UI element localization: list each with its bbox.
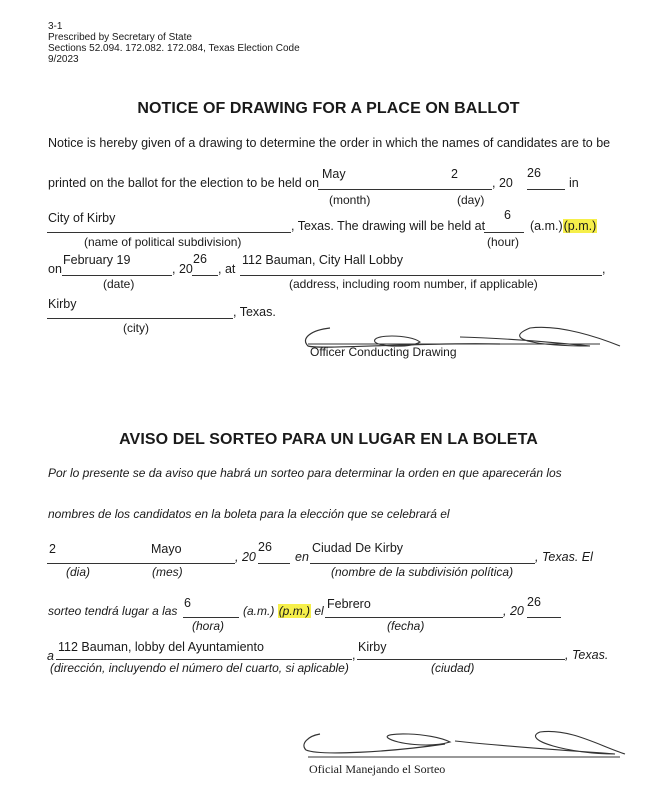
address-value[interactable]: 112 Bauman, City Hall Lobby bbox=[242, 253, 403, 267]
spanish-meridiem-options bbox=[243, 604, 324, 618]
prescribed-by: Prescribed by Secretary of State bbox=[48, 32, 192, 43]
election-year-line bbox=[527, 189, 565, 190]
city-texas-suffix: , Texas. bbox=[233, 305, 276, 319]
spanish-election-date-line bbox=[47, 563, 235, 564]
election-year-value[interactable]: 26 bbox=[527, 166, 541, 180]
drawing-hour-line bbox=[484, 232, 524, 233]
spanish-address-comma: , bbox=[352, 648, 356, 662]
officer-signature-caption: Officer Conducting Drawing bbox=[310, 345, 457, 359]
form-number: 3-1 bbox=[48, 21, 63, 32]
revision-date: 9/2023 bbox=[48, 54, 79, 65]
spanish-election-month-value[interactable]: Mayo bbox=[151, 542, 182, 556]
drawing-year-line bbox=[192, 275, 218, 276]
at-word: , at bbox=[218, 262, 236, 276]
spanish-month-caption: (mes) bbox=[152, 565, 183, 579]
spanish-hour-caption: (hora) bbox=[192, 619, 225, 633]
city-line bbox=[47, 318, 233, 319]
address-caption: (address, including room number, if applicable) bbox=[289, 277, 538, 291]
pm-option-selected[interactable]: (p.m.) bbox=[563, 219, 597, 233]
spanish-address-caption: (dirección, incluyendo el número del cuarto, si aplicable) bbox=[50, 661, 349, 675]
oficial-signature-icon bbox=[300, 728, 640, 764]
spanish-drawing-date-line bbox=[325, 617, 503, 618]
el-word: el bbox=[314, 604, 324, 618]
spanish-city-caption: (ciudad) bbox=[431, 661, 475, 675]
spanish-drawing-year-line bbox=[527, 617, 561, 618]
spanish-date-caption: (fecha) bbox=[387, 619, 425, 633]
spanish-drawing-hour-value[interactable]: 6 bbox=[184, 596, 191, 610]
drawing-date-value[interactable]: February 19 bbox=[63, 253, 131, 267]
spanish-city-texas-suffix: , Texas. bbox=[565, 648, 609, 662]
city-value[interactable]: Kirby bbox=[48, 297, 77, 311]
year-prefix-2: , 20 bbox=[172, 262, 193, 276]
spanish-address-value[interactable]: 112 Bauman, lobby del Ayuntamiento bbox=[58, 640, 264, 654]
spanish-election-year-value[interactable]: 26 bbox=[258, 540, 272, 554]
day-caption: (day) bbox=[457, 193, 485, 207]
meridiem-options bbox=[530, 219, 597, 233]
political-subdivision-value[interactable]: City of Kirby bbox=[48, 211, 116, 225]
spanish-political-subdivision-value[interactable]: Ciudad De Kirby bbox=[312, 541, 404, 555]
spanish-drawing-year-value[interactable]: 26 bbox=[527, 595, 541, 609]
date-caption: (date) bbox=[103, 277, 135, 291]
spanish-title: AVISO DEL SORTEO PARA UN LUGAR EN LA BOLETA bbox=[119, 431, 538, 448]
spanish-election-year-line bbox=[258, 563, 290, 564]
hour-caption: (hour) bbox=[487, 235, 520, 249]
texas-el-text: , Texas. El bbox=[535, 550, 593, 564]
spanish-day-caption: (dia) bbox=[66, 565, 91, 579]
spanish-pm-option-selected[interactable]: (p.m.) bbox=[278, 604, 311, 618]
on-word: on bbox=[48, 262, 62, 276]
month-caption: (month) bbox=[329, 193, 371, 207]
drawing-year-value[interactable]: 26 bbox=[193, 252, 207, 266]
election-date-line bbox=[318, 189, 492, 190]
spanish-election-day-value[interactable]: 2 bbox=[49, 542, 56, 556]
election-code-sections: Sections 52.094. 172.082. 172.084, Texas Election Code bbox=[48, 43, 300, 54]
en-word: en bbox=[295, 550, 309, 564]
spanish-intro-line2: nombres de los candidatos en la boleta para la elección que se celebrará el bbox=[48, 507, 450, 521]
spanish-political-subdivision-caption: (nombre de la subdivisión política) bbox=[331, 565, 514, 579]
in-word: in bbox=[569, 176, 579, 190]
address-trailing-comma: , bbox=[602, 262, 606, 276]
spanish-address-line bbox=[56, 659, 352, 660]
political-subdivision-line bbox=[47, 232, 291, 233]
spanish-city-line bbox=[357, 659, 565, 660]
spanish-intro-line1: Por lo presente se da aviso que habrá un sorteo para determinar la orden en que aparecerán los bbox=[48, 466, 562, 480]
texas-drawing-text: , Texas. The drawing will be held at bbox=[291, 219, 486, 233]
spanish-drawing-date-value[interactable]: Febrero bbox=[327, 597, 371, 611]
spanish-city-value[interactable]: Kirby bbox=[358, 640, 387, 654]
drawing-hour-value[interactable]: 6 bbox=[504, 208, 511, 222]
spanish-political-subdivision-line bbox=[310, 563, 535, 564]
spanish-am-option[interactable]: (a.m.) bbox=[243, 604, 275, 618]
election-day-value[interactable]: 2 bbox=[451, 167, 458, 181]
am-option[interactable]: (a.m.) bbox=[530, 219, 563, 233]
address-line bbox=[240, 275, 602, 276]
spanish-drawing-hour-line bbox=[183, 617, 239, 618]
spanish-year-prefix: , 20 bbox=[235, 550, 256, 564]
english-intro-line2: printed on the ballot for the election to be held on bbox=[48, 176, 320, 190]
sorteo-text: sorteo tendrá lugar a las bbox=[48, 604, 178, 618]
election-month-value[interactable]: May bbox=[322, 167, 346, 181]
a-word: a bbox=[47, 649, 54, 663]
political-subdivision-caption: (name of political subdivision) bbox=[84, 235, 242, 249]
spanish-year-prefix-2: , 20 bbox=[503, 604, 524, 618]
oficial-signature-caption: Oficial Manejando el Sorteo bbox=[309, 762, 446, 776]
english-title: NOTICE OF DRAWING FOR A PLACE ON BALLOT bbox=[137, 100, 520, 117]
english-intro-line1: Notice is hereby given of a drawing to determine the order in which the names of candidates are to be bbox=[48, 136, 611, 150]
drawing-date-line bbox=[62, 275, 172, 276]
city-caption: (city) bbox=[123, 321, 149, 335]
year-prefix: , 20 bbox=[492, 176, 513, 190]
